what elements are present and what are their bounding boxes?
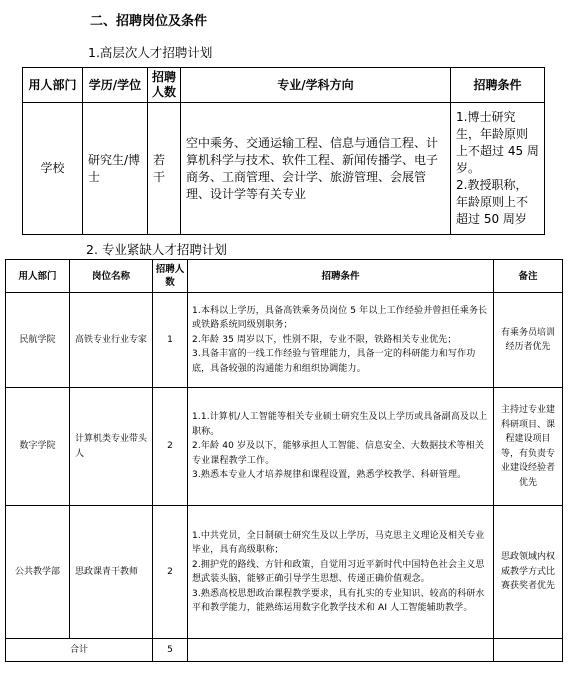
- cell-majors: 空中乘务、交通运输工程、信息与通信工程、计算机科学与技术、软件工程、新闻传播学、电子商务、工商管理、会计学、旅游管理、会展管理、设计学等有关专业: [181, 103, 451, 235]
- cell-dept: 学校: [23, 103, 83, 235]
- header-post: 岗位名称: [70, 260, 153, 293]
- table-header-row: [23, 68, 545, 103]
- table-row: [6, 388, 563, 506]
- condition-line: 3.熟悉本专业人才培养规律和课程设置，熟悉学校教学、科研管理。: [192, 470, 467, 481]
- total-row: [6, 639, 563, 662]
- condition-line: 1.1.计算机/人工智能等相关专业硕士研究生及以上学历或具备副高及以上职称。: [192, 412, 488, 437]
- cell-note: 思政领域内权威教学方式比赛获奖者优先: [494, 506, 563, 639]
- table-row: [23, 103, 545, 235]
- header-count: 招聘人数: [153, 260, 188, 293]
- header-conditions: 招聘条件: [188, 260, 494, 293]
- cell-conditions: [188, 293, 494, 388]
- header-conditions: 招聘条件: [451, 68, 545, 103]
- total-conditions-empty: [188, 639, 494, 662]
- total-note-empty: [494, 639, 563, 662]
- condition-line: 2.教授职称，年龄原则上不超过 50 周岁: [456, 178, 529, 226]
- cell-post: 思政课青干教师: [70, 506, 153, 639]
- section-title: 二、招聘岗位及条件: [90, 14, 208, 29]
- high-level-talent-table: [22, 67, 545, 235]
- cell-conditions: [188, 388, 494, 506]
- subsection-title-shortage: 2. 专业紧缺人才招聘计划: [86, 242, 227, 257]
- subsection-title-high-level: 1.高层次人才招聘计划: [88, 45, 213, 60]
- header-majors: 专业/学科方向: [181, 68, 451, 103]
- cell-count: 2: [153, 506, 188, 639]
- cell-dept: 数字学院: [6, 388, 70, 506]
- cell-post: 计算机类专业带头人: [70, 388, 153, 506]
- condition-line: 2.拥护党的路线、方针和政策，自觉用习近平新时代中国特色社会主义思想武装头脑，能够正确引导学生思想、传递正确价值观念。: [192, 559, 485, 584]
- header-degree: 学历/学位: [83, 68, 148, 103]
- cell-conditions: [188, 506, 494, 639]
- condition-line: 1.中共党员，全日制硕士研究生及以上学历，马克思主义理论及相关专业毕业，具有高级职称；: [192, 530, 485, 555]
- condition-line: 2.年龄 35 周岁以下，性别不限，专业不限，铁路相关专业优先；: [192, 334, 457, 345]
- cell-note: 有乘务员培训经历者优先: [494, 293, 563, 388]
- cell-dept: 公共教学部: [6, 506, 70, 639]
- cell-conditions: [451, 103, 545, 235]
- header-count: 招聘人数: [148, 68, 181, 103]
- cell-count: 1: [153, 293, 188, 388]
- table-row: [6, 293, 563, 388]
- cell-dept: 民航学院: [6, 293, 70, 388]
- total-label: 合计: [6, 639, 153, 662]
- header-dept: 用人部门: [6, 260, 70, 293]
- table-header-row: [6, 260, 563, 293]
- table-row: [6, 506, 563, 639]
- condition-line: 3.熟悉高校思想政治课程教学要求，具有扎实的专业知识、较高的科研水平和教学能力，能熟练运用数字化教学技术和 AI 人工智能辅助教学。: [192, 588, 485, 613]
- cell-post: 高铁专业行业专家: [70, 293, 153, 388]
- header-note: 备注: [494, 260, 563, 293]
- cell-count: 2: [153, 388, 188, 506]
- header-dept: 用人部门: [23, 68, 83, 103]
- shortage-talent-table: [5, 259, 563, 662]
- cell-note: 主持过专业建科研项目、课程建设项目等，有负责专业建设经验者优先: [494, 388, 563, 506]
- condition-line: 3.具备丰富的一线工作经验与管理能力，具备一定的科研能力和写作功底，具备较强的沟通能力和组织协调能力。: [192, 349, 476, 374]
- condition-line: 2.年龄 40 岁及以下，能够承担人工智能、信息安全、大数据技术等相关专业课程教学工作。: [192, 441, 485, 466]
- total-count: 5: [153, 639, 188, 662]
- condition-line: 1.博士研究生，年龄原则上不超过 45 周岁。: [456, 110, 539, 175]
- cell-degree: 研究生/博士: [83, 103, 148, 235]
- cell-count: 若干: [148, 103, 181, 235]
- condition-line: 1.本科以上学历，具备高铁乘务员岗位 5 年以上工作经验并曾担任乘务长或铁路系统同级别职务；: [192, 305, 488, 331]
